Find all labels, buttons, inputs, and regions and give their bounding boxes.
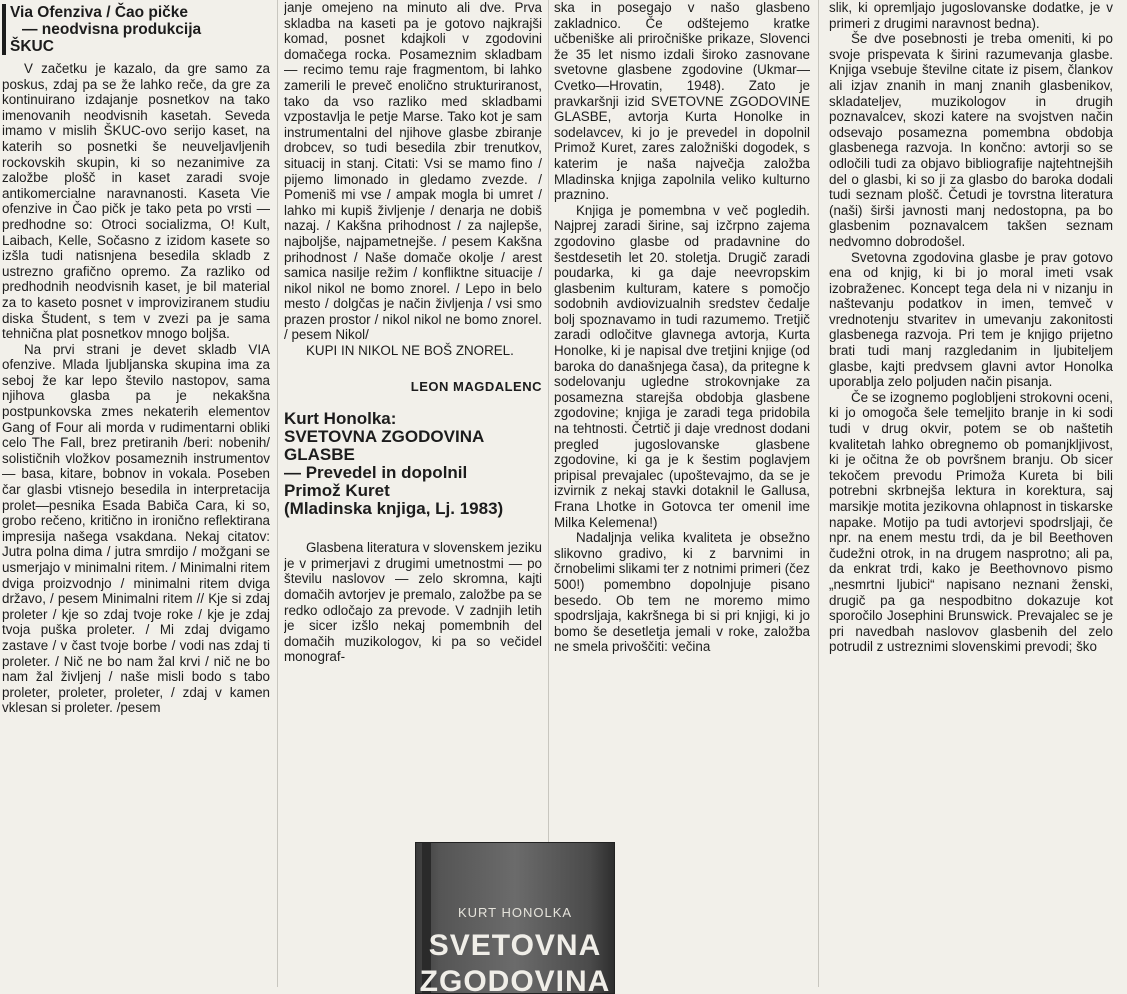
book-heading-line: Kurt Honolka: bbox=[284, 409, 397, 429]
column-rule bbox=[818, 0, 819, 987]
headline-line: — neodvisna produkcija bbox=[22, 21, 202, 38]
book-cover-author: KURT HONOLKA bbox=[457, 905, 573, 920]
column-2 bbox=[284, 0, 542, 987]
column-rule bbox=[277, 0, 278, 987]
article-headline bbox=[2, 4, 270, 55]
author-signature: LEON MAGDALENC bbox=[410, 378, 542, 394]
book-review-heading bbox=[284, 410, 542, 518]
body-paragraph: V začetku je kazalo, da gre samo za poskus, zdaj pa se že lahko reče, da gre za kontinuirano izdajanje posnetkov na tako imenovanih neodvisnih kasetah. Seveda imamo v mislih ŠKUC-ovo serijo kaset, na katerih so posnetki še neuveljavljenih rockovskih skupin, ki so nezanimive za založbe plošč in kaset zaradi svoje antikomercialne naravnanosti. Kaseta Vie ofenzive in Čao pičk je tako peta po vrsti — predhodne so: Otroci socializma, O! Kult, Laibach, Kelle, Sočasno z izidom kasete so izšla tudi natisnjena besedila skladb z ustrezno grafično opremo. Za razliko od predhodnih neodvisnih kaset, je bil material za to kaseto posnet v improviziranem studiu diska Študent, s tem v zvezi pa je sama tehnična plat posnetkov mnogo boljša. bbox=[2, 61, 270, 342]
body-paragraph: Nadaljnja velika kvaliteta je obsežno slikovno gradivo, ki z barvnimi in črnobelimi slikami ter z notnimi primeri (čez 500!) pomembno dopolnjuje pisano besedo. Ob tem ne moremo mimo spodrsljaja, kakršnega bi si pri knjigi, ki jo bomo še desetletja jemali v roke, založba ne smela privoščiti: večina bbox=[554, 530, 810, 655]
body-paragraph: KUPI IN NIKOL NE BOŠ ZNOREL. bbox=[306, 343, 514, 359]
body-paragraph: Glasbena literatura v slovenskem jeziku je v primerjavi z drugimi umetnostmi — po številu naslovov — zelo skromna, kajti domačih avtorjev je premalo, založbe pa se redko odločajo za prevode. V zadnjih letih je sicer izšlo nekaj pomembnih del domačih muzikologov, ki pa so večidel monograf- bbox=[284, 540, 542, 665]
column-1 bbox=[2, 0, 270, 987]
body-paragraph: slik, ki opremljajo jugoslovanske dodatke, je v primeri z drugimi naravnost bedna). bbox=[829, 0, 1113, 31]
body-paragraph: janje omejeno na minuto ali dve. Prva skladba na kaseti pa je gotovo najkrajši komad, posnet kdajkoli v zgodovini domačega rocka. Posameznim skladbam — recimo temu raje fragmentom, bi lahko zamerili le preveč enolično strukturiranost, tako da vso razliko med skladbami vzpostavlja le petje Marse. Tako kot je sam instrumentalni del njihove glasbe zbiranje drobcev, so tudi besedila zbir trenutkov, situacij in stanj. Citati: Vsi se mamo fino / pijemo limonado in gledamo zvezde. / Pomeniš mi vse / ampak mogla bi umret / lahko mi kupiš življenje / denarja ne dobiš nazaj. / Kakšna prihodnost / za najlepše, najboljše, najpametnejše. / pesem Kakšna prihodnost / Naše domače okolje / arest samica nasilje režim / konfliktne situacije / nikol nikol ne bomo znorel. / Lepo in belo mesto / dolgčas je način življenja / vsi smo prazen prostor / nikol nikol ne bomo znorel. / pesem Nikol/ bbox=[284, 0, 542, 343]
body-paragraph: Na prvi strani je devet skladb VIA ofenzive. Mlada ljubljanska skupina ima za seboj že kar lepo število nastopov, sama njihova glasba pa je nekakšna postpunkovska zmes nekaterih elementov Gang of Four ali morda v rudimentarni obliki celo The Fall, brez pretiranih /beri: nobenih/ solističnih vložkov posameznih instrumentov — basa, kitare, bobnov in vokala. Poseben čar glasbi vtisnejo besedila in interpretacija prolet—pesnika Esada Babiča Cara, ki so, grobo rečeno, kritično in ironično reflektirana impresija našega vsakdana. Nekaj citatov: Jutra polna dima / jutra smrdijo / možgani se usmerjajo v minimalni ritem. / Minimalni ritem dviga proizvodnjo / minimalni ritem dviga državo, / pesem Minimalni ritem // Kje si zdaj proleter / kje so zdaj tvoje roke / kje je zdaj tvoja puška proleter. / Mi zdaj dvigamo zastave / v čast tvoje borbe / vodi nas zdaj ti proleter. / Nič ne bo nam žal krvi / nič ne bo nam žal življenj / naše misli bodo s tabo proleter, proleter, proleter, / zdaj v kamen vklesan si proleter. /pesem bbox=[2, 341, 270, 716]
body-paragraph: Še dve posebnosti je treba omeniti, ki po svoje prispevata k širini razumevanja glasbe. Knjiga vsebuje številne citate iz pisem, člankov ali izjav znanih in manj znanih glasbenikov, skladateljev, muzikologov in drugih poznavalcev, skozi katere na svojstven način odsevajo posamezna pomembna obdobja glasbenega razvoja. In končno: avtorji so se odločili tudi za objavo bibliografije najtehtnejših del o glasbi, ki so ji za glasbo do baroka dodali tudi seznam plošč. Četudi je tovrstna literatura (naši) širši javnosti manj nedostopna, pa bo glasbenim poznavalcem takšen seznam nedvomno dobrodošel. bbox=[829, 31, 1113, 249]
body-paragraph: Svetovna zgodovina glasbe je prav gotovo ena od knjig, ki bi jo moral imeti vsak izobraženec. Koncept tega dela ni v nizanju in naštevanju podatkov in imen, temveč v vrednotenju stvaritev in umevanju zakonitosti glasbenega razvoja. Pri tem je knjigo prijetno brati tudi manj razgledanim in ljubiteljem glasbe, kajti predvsem glavni avtor Honolka uporablja zelo poljuden način pisanja. bbox=[829, 249, 1113, 390]
headline-line: Via Ofenziva / Čao pičke bbox=[10, 4, 189, 21]
body-paragraph: Knjiga je pomembna v več pogledih. Najprej zaradi širine, saj izčrpno zajema zgodovino glasbe od pradavnine do šestdesetih let 20. stoletja. Drugič zaradi poudarka, ki ga daje neevropskim glasbenim kulturam, katere s pomočjo sodobnih avdiovizualnih sredstev čedalje bolj spoznavamo in tudi razumemo. Tretjič zaradi odločitve glavnega avtorja, Kurta Honolke, ki je napisal dve tretjini knjige (od baroka do današnjega časa), da pritegne k sodelovanju ugledne strokovnjake za posamezna starejša obdobja glasbene zgodovine; knjiga je zaradi tega pridobila na tehtnosti. Četrtič ji daje vrednost dodani pregled jugoslovanske glasbene zgodovine, ki ga je k šestim poglavjem pripisal prevajalec (upoštevajmo, da se je izvirnik z nekaj stavki dotaknil le Gallusa, Frana Lhotke in Gotovca ter omenil ime Milka Kelemena!) bbox=[554, 202, 810, 530]
body-paragraph: ska in posegajo v našo glasbeno zakladnico. Če odštejemo kratke učbeniške ali priročniške prikaze, Slovenci že 35 let nismo izdali široko zasnovane svetovne glasbene zgodovine (Ukmar—Cvetko—Hrovatin, 1948). Zato je pravkaršnji izid SVETOVNE ZGODOVINE GLASBE, avtorja Kurta Honolke in sodelavcev, ki jo je prevedel in dopolnil Primož Kuret, zares založniški dogodek, s katerim je naša največja založba Mladinska knjiga zapolnila veliko kulturno praznino. bbox=[554, 0, 810, 203]
headline-line: ŠKUC bbox=[10, 38, 54, 55]
book-heading-line: GLASBE bbox=[284, 445, 355, 465]
book-heading-line: (Mladinska knjiga, Lj. 1983) bbox=[284, 499, 504, 519]
book-heading-line: Primož Kuret bbox=[284, 481, 390, 501]
book-heading-line: SVETOVNA ZGODOVINA bbox=[284, 427, 485, 447]
book-cover-photo bbox=[415, 842, 615, 994]
body-paragraph: Če se izognemo poglobljeni strokovni oceni, ki jo omogoča šele temeljito branje in ki sodi tudi v drug okvir, potem se ob naštetih kvalitetah lahko obregnemo ob pomanjkljivost, ki je očitna že ob površnem branju. Ob sicer tekočem prevodu Primoža Kureta bi bili potrebni skrbnejša lektura in korektura, saj marsikje motita jezikovna ohlapnost in tiskarske napake. Motijo pa tudi avtorjevi spodrsljaji, če npr. na enem mestu trdi, da je bil Beethoven čudežni otrok, in na drugem nasprotno; ali pa, da enkrat trdi, kako je Beethovnovo pismo „nesmrtni ljubici“ napisano neznani ženski, drugič pa ga nespodbitno dokazuje kot sporočilo Josephini Brunswick. Prevajalec se je pri navedbah naslovov glasbenih del zelo potrudil z ustreznimi slovenskimi prevodi; ško bbox=[829, 389, 1113, 655]
column-4 bbox=[829, 0, 1113, 987]
book-heading-line: — Prevedel in dopolnil bbox=[284, 463, 468, 483]
book-cover-title-line: ZGODOVINA bbox=[419, 965, 611, 994]
column-rule bbox=[548, 0, 549, 987]
column-3 bbox=[554, 0, 810, 987]
book-cover-title-line: SVETOVNA bbox=[428, 929, 602, 962]
